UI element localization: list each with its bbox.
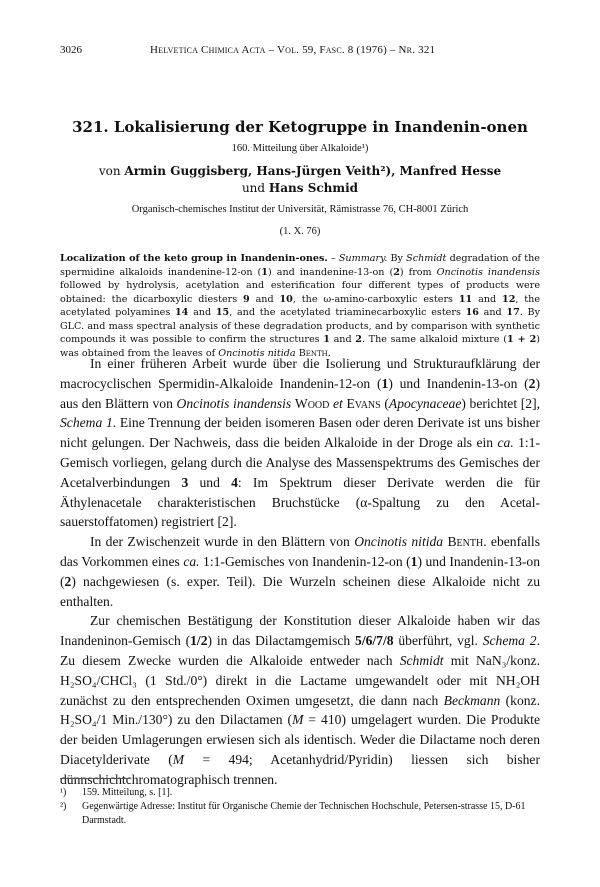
- article-title: 321. Lokalisierung der Ketogruppe in Inandenin-onen: [72, 118, 528, 136]
- footnote-separator: [60, 778, 130, 779]
- footnote-2: [60, 800, 540, 828]
- summary-label: Summary.: [338, 253, 388, 264]
- footnotes: [60, 786, 540, 828]
- author-name-last: Hans Schmid: [268, 181, 359, 195]
- footnote-1: [60, 786, 540, 800]
- paragraph-2: In der Zwischenzeit wurde in den Blättern von Oncinotis nitida Benth. ebenfalls das Vorkommen eines ca. 1:1-Gemisches von Inandenin-12-on (1) und Inandenin-13-on (2) nachgewiesen (s. exper. Teil). Die Wurzeln scheinen diese Alkaloide nicht zu enthalten.: [60, 534, 540, 609]
- institution: Organisch-chemisches Institut der Universität, Rämistrasse 76, CH-8001 Zürich: [131, 204, 469, 215]
- article-subtitle: 160. Mitteilung über Alkaloide¹): [231, 143, 369, 154]
- received-date: (1. X. 76): [279, 226, 321, 237]
- english-summary: Localization of the keto group in Inandenin-ones. – Summary. By Schmidt degradation of the spermidine alkaloids inandenine-12-on (1) and inandenine-13-on (2) from Oncinotis inandensis followed by hydrolysis, acetylation and esterification four different types of products were obtained: the dicarboxylic diesters 9 and 10, the ω-amino-carboxylic esters 11 and 12, the acetylated polyamines 14 and 15, and the acetylated triaminecarboxylic esters 16 and 17. By GLC. and mass spectral analysis of these degradation products, and by comparison with synthetic compounds it was possible to confirm the structures 1 and 2. The same alkaloid mixture (1 + 2) was obtained from the leaves of Oncinotis nitida Benth.: [60, 253, 541, 359]
- footnote-marker: ²): [60, 801, 67, 812]
- journal-citation: Helvetica Chimica Acta – Vol. 59, Fasc. 8 (1976) – Nr. 321: [150, 44, 436, 56]
- footnote-text: 159. Mitteilung, s. [1].: [82, 787, 173, 798]
- author-block: [0, 163, 600, 197]
- footnote-marker: ¹): [60, 787, 67, 798]
- author-line-2: und Hans Schmid: [241, 181, 359, 195]
- footnote-text: Gegenwärtige Adresse: Institut für Organische Chemie der Technischen Hochschule, Petersen-strasse 15, D-61 Darmstadt.: [82, 801, 526, 826]
- paragraph-3: Zur chemischen Bestätigung der Konstitution dieser Alkaloide haben wir das Inandeninon-Gemisch (1/2) in das Dilactamgemisch 5/6/7/8 überführt, vgl. Schema 2. Zu diesem Zwecke wurden die Alkaloide entweder nach Schmidt mit NaN₃/konz. H₂SO₄/CHCl₃ (1 Std./0°) direkt in die Lactame umgewandelt oder mit NH₂OH zunächst zu den entsprechenden Oximen umgesetzt, die dann nach Beckmann (konz. H₂SO₄/1 Min./130°) zu den Dilactamen (M = 410) umgelagert wurden. Die Produkte der beiden Umlagerungen erwiesen sich als identisch. Weder die Dilactame noch deren Diacetylderivate (M = 494; Acetanhydrid/Pyridin) liessen sich bisher dünnschichtchromatographisch trennen.: [60, 613, 540, 787]
- page-number: 3026: [60, 44, 82, 56]
- summary-lead: Localization of the keto group in Inandenin-ones.: [60, 253, 328, 264]
- author-line-1: von Armin Guggisberg, Hans-Jürgen Veith²), Manfred Hesse: [98, 164, 502, 178]
- body-text: [60, 354, 540, 790]
- paragraph-1: In einer früheren Arbeit wurde über die Isolierung und Strukturaufklärung der macrocyclischen Spermidin-Alkaloide Inandenin-12-on (1) und Inandenin-13-on (2) aus den Blättern von Oncinotis inandensis Wood et Evans (Apocynaceae) berichtet [2], Schema 1. Eine Trennung der beiden isomeren Basen oder deren Derivate ist uns bisher nicht gelungen. Der Nachweis, dass die beiden Alkaloide in der Droge als ein ca. 1:1-Gemisch vorliegen, gelang durch die Analyse des Massenspektrums des Gemisches der Acetalverbindungen 3 und 4: Im Spektrum dieser Derivate werden die für Äthylenacetale charakteristischen Bruchstücke (α-Spaltung zu den Acetal-sauerstoffatomen) registriert [2].: [60, 356, 540, 530]
- author-names: Armin Guggisberg, Hans-Jürgen Veith²), Manfred Hesse: [124, 164, 502, 178]
